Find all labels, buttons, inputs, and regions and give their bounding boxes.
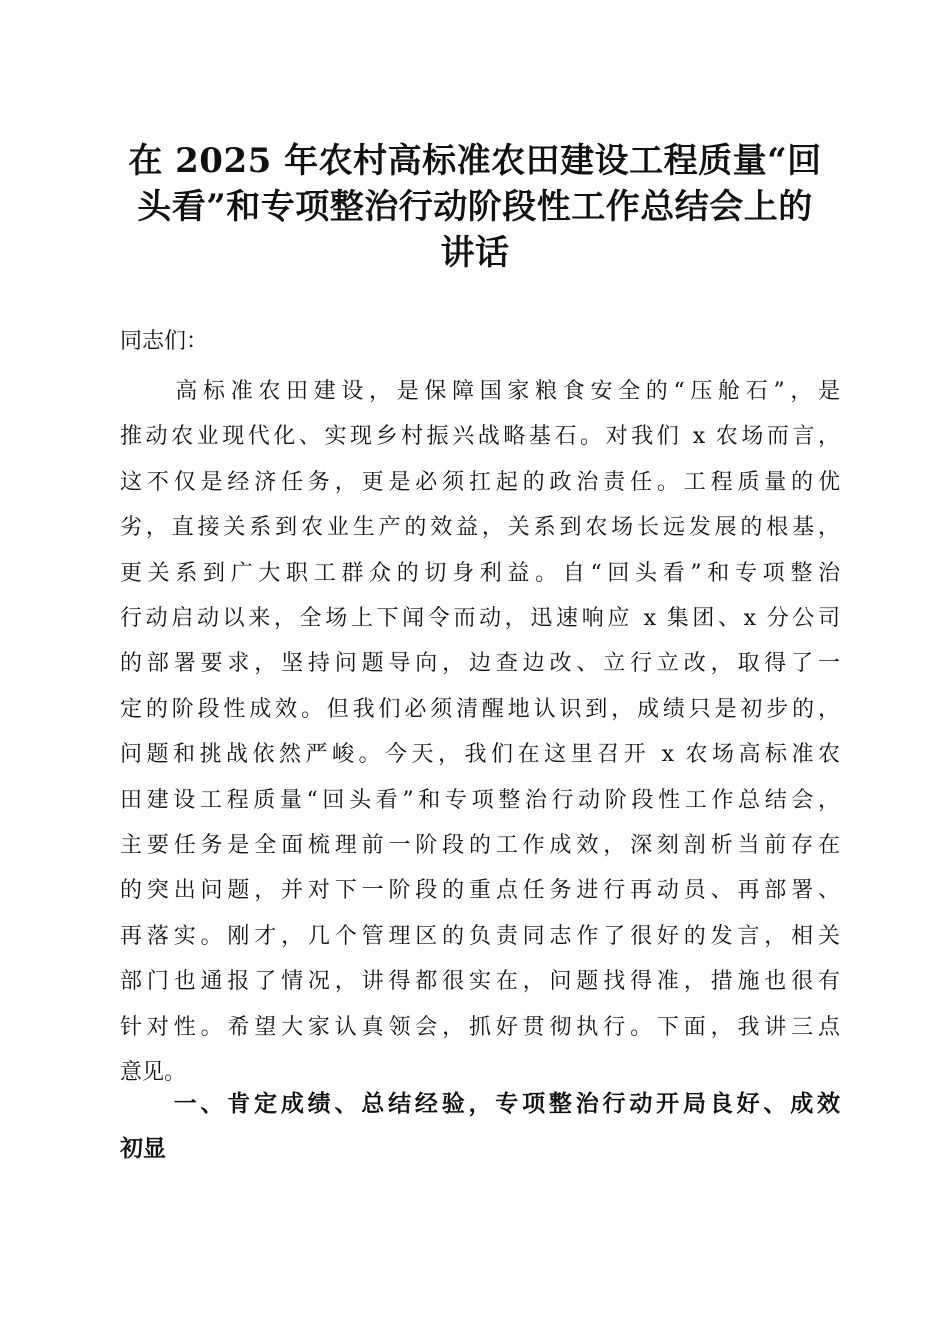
paragraph-line: 意见。 xyxy=(120,1060,187,1086)
paragraph-line: 定的阶段性成效。但我们必须清醒地认识到，成绩只是初步的， xyxy=(120,696,840,722)
title-line: 头看”和专项整治行动阶段性工作总结会上的 xyxy=(137,187,813,227)
paragraph-line: 主要任务是全面梳理前一阶段的工作成效，深刻剖析当前存在 xyxy=(120,833,840,859)
paragraph-line: 部门也通报了情况，讲得都很实在，问题找得准，措施也很有 xyxy=(120,969,840,995)
paragraph-line: 高标准农田建设，是保障国家粮食安全的“压舱石”，是 xyxy=(120,379,840,404)
heading-line: 一、肯定成绩、总结经验，专项整治行动开局良好、成效 xyxy=(120,1091,840,1117)
paragraph-line: 针对性。希望大家认真领会，抓好贯彻执行。下面，我讲三点 xyxy=(120,1014,840,1040)
paragraph-line: 劣，直接关系到农业生产的效益，关系到农场长远发展的根基， xyxy=(120,515,840,541)
paragraph-line: 更关系到广大职工群众的切身利益。自“回头看”和专项整治 xyxy=(120,560,840,586)
section-heading xyxy=(120,1082,840,1172)
title-line: 在 2025 年农村高标准农田建设工程质量“回 xyxy=(128,141,822,181)
paragraph-line: 再落实。刚才，几个管理区的负责同志作了很好的发言，相关 xyxy=(120,923,840,949)
paragraph-line: 问题和挑战依然严峻。今天，我们在这里召开 x 农场高标准农 xyxy=(120,742,840,768)
heading-line: 初显 xyxy=(120,1136,166,1162)
title-line: 讲话 xyxy=(440,233,510,273)
paragraph-line: 推动农业现代化、实现乡村振兴战略基石。对我们 x 农场而言， xyxy=(120,424,840,450)
paragraph-line: 这不仅是经济任务，更是必须扛起的政治责任。工程质量的优 xyxy=(120,469,840,495)
salutation: 同志们： xyxy=(120,329,209,354)
paragraph-line: 的突出问题，并对下一阶段的重点任务进行再动员、再部署、 xyxy=(120,878,840,904)
paragraph-line: 的部署要求，坚持问题导向，边查边改、立行立改，取得了一 xyxy=(120,651,840,677)
paragraph-line: 行动启动以来，全场上下闻令而动，迅速响应 x 集团、x 分公司 xyxy=(120,606,840,632)
document-title xyxy=(110,138,840,276)
paragraph-line: 田建设工程质量“回头看”和专项整治行动阶段性工作总结会， xyxy=(120,787,840,813)
opening-paragraph xyxy=(120,369,840,1096)
